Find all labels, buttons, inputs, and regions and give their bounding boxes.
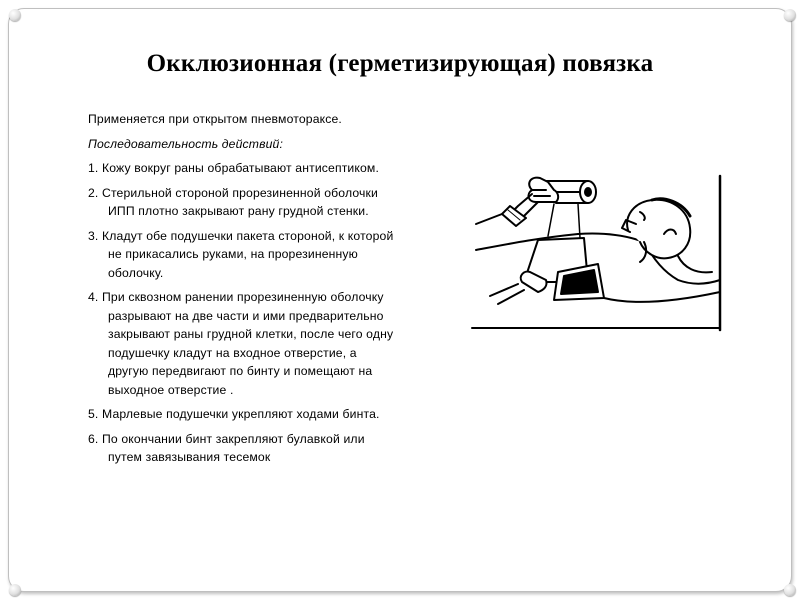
slide-body [88,110,400,473]
sequence-heading: Последовательность действий: [88,136,283,151]
slide-title: Окклюзионная (герметизирующая) повязка [146,50,654,77]
step-1: 1. Кожу вокруг раны обрабатывают антисептиком. [88,161,380,175]
step-6: 6. По окончании бинт закрепляют булавкой или путем завязывания тесемок [88,431,365,464]
step-4: 4. При сквозном ранении прорезиненную оболочку разрывают на две части и ими предварительно закрывают раны грудной клетки, после чего одну подушечку кладут на входное отверстие, а другую передвигают по бинту и помещают на выходное отверстие . [88,290,394,397]
bandage-illustration [468,172,724,332]
corner-dot-top-right [784,9,796,21]
step-5: 5. Марлевые подушечки укрепляют ходами бинта. [88,407,380,421]
intro-text: Применяется при открытом пневмотораксе. [88,112,342,126]
step-2: 2. Стерильной стороной прорезиненной оболочки ИПП плотно закрывают рану грудной стенки. [88,185,378,218]
corner-dot-bottom-left [9,584,21,596]
corner-dot-top-left [9,9,21,21]
corner-dot-bottom-right [784,584,796,596]
step-3: 3. Кладут обе подушечки пакета стороной, к которой не прикасались руками, на прорезиненную оболочку. [88,228,394,280]
